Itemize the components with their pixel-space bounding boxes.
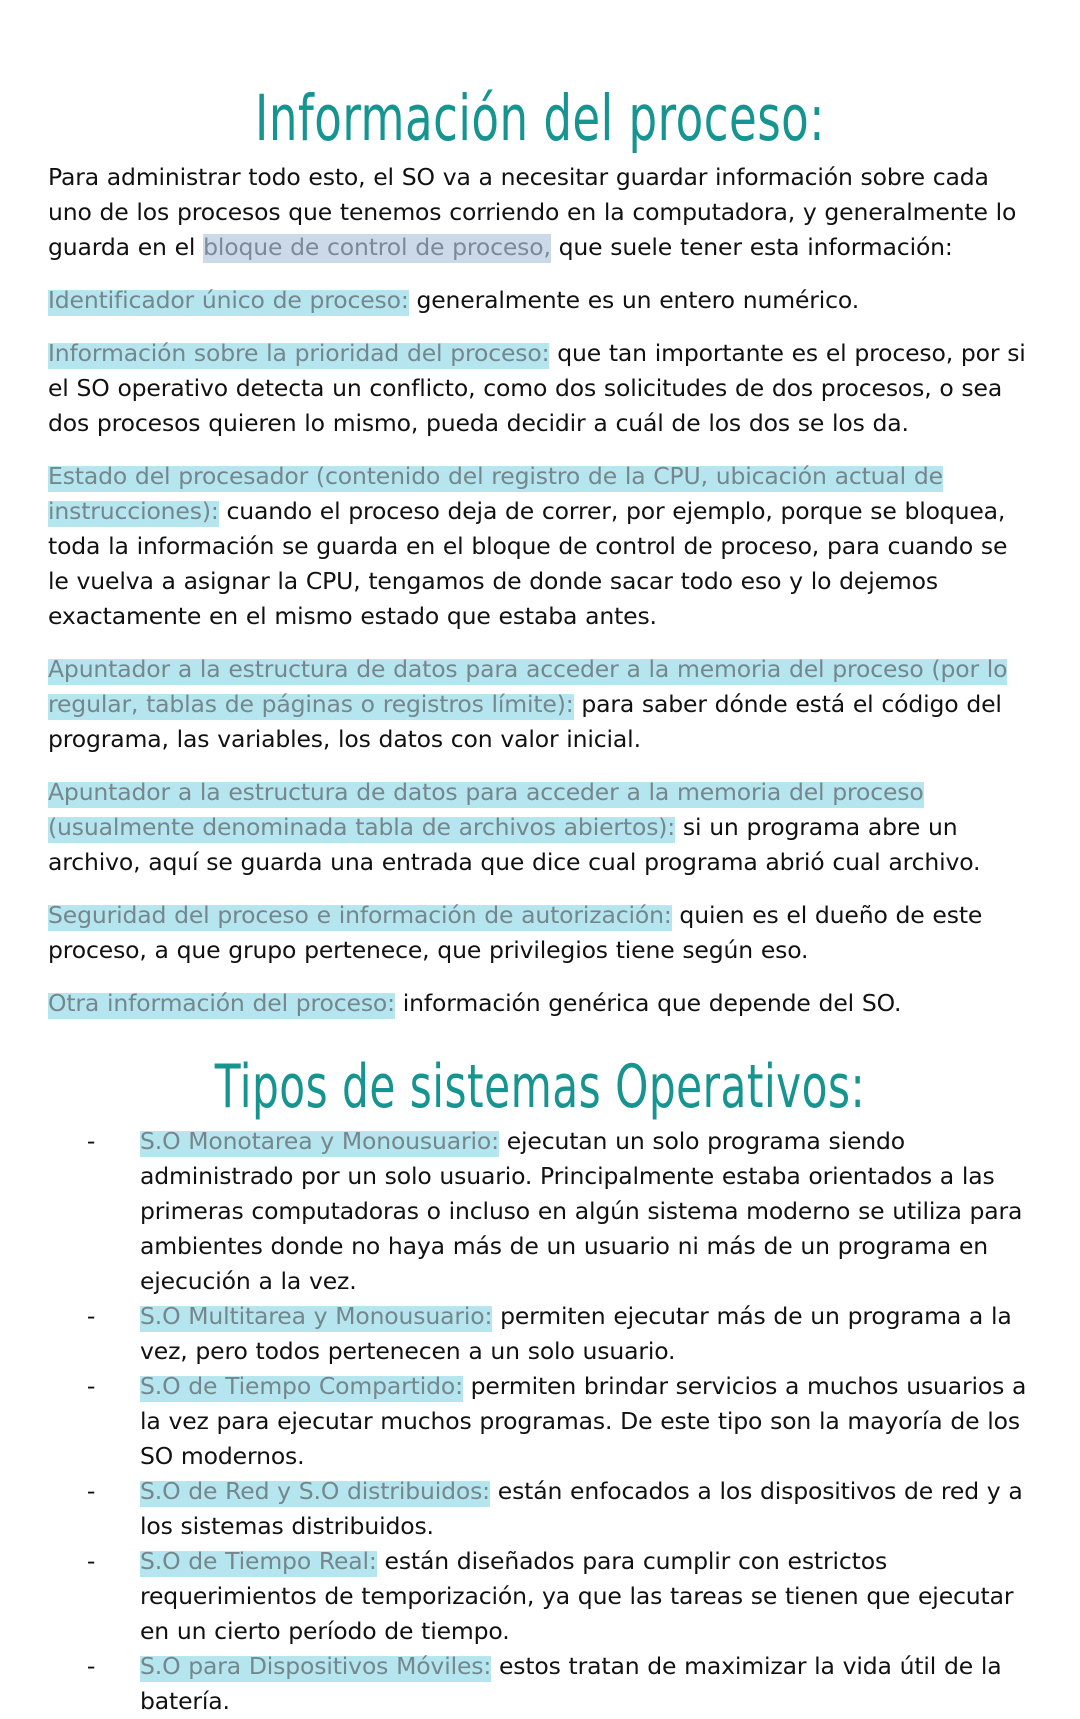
os-type-term: S.O de Red y S.O distribuidos: bbox=[140, 1477, 490, 1506]
section-informacion-del-proceso bbox=[48, 160, 1032, 1021]
intro-text-after: que suele tener esta información: bbox=[550, 233, 953, 262]
os-type-term: S.O de Tiempo Compartido: bbox=[140, 1372, 463, 1401]
os-types-list bbox=[48, 1124, 1032, 1719]
intro-paragraph bbox=[48, 160, 1032, 265]
process-info-description: que tan importante es el proceso, por si el SO operativo detecta un conflicto, como dos solicitudes de dos procesos, o sea dos procesos quieren lo mismo, pueda decidir a cuál de los dos se los da. bbox=[48, 339, 1026, 438]
list-item bbox=[78, 1544, 1032, 1649]
dash-bullet-icon: - bbox=[86, 1127, 96, 1156]
process-info-item bbox=[48, 283, 1032, 318]
os-type-term: S.O Multitarea y Monousuario: bbox=[140, 1302, 493, 1331]
process-info-item bbox=[48, 459, 1032, 634]
os-type-description: estos tratan de maximizar la vida útil de la batería. bbox=[140, 1652, 1002, 1716]
list-item bbox=[78, 1299, 1032, 1369]
process-info-item bbox=[48, 775, 1032, 880]
process-info-item bbox=[48, 986, 1032, 1021]
process-info-term: Identificador único de proceso: bbox=[48, 286, 409, 315]
os-type-term: S.O para Dispositivos Móviles: bbox=[140, 1652, 492, 1681]
process-info-term: Apuntador a la estructura de datos para acceder a la memoria del proceso (por lo regular, tablas de páginas o registros límite): bbox=[48, 655, 1008, 719]
process-info-description: para saber dónde está el código del programa, las variables, los datos con valor inicial. bbox=[48, 690, 1002, 754]
notes-page bbox=[0, 32, 1080, 1716]
process-info-term: Seguridad del proceso e información de autorización: bbox=[48, 901, 672, 930]
dash-bullet-icon: - bbox=[86, 1547, 96, 1576]
dash-bullet-icon: - bbox=[86, 1372, 96, 1401]
dash-bullet-icon: - bbox=[86, 1477, 96, 1506]
process-info-term: Información sobre la prioridad del proceso: bbox=[48, 339, 550, 368]
process-info-term: Apuntador a la estructura de datos para acceder a la memoria del proceso (usualmente denominada tabla de archivos abiertos): bbox=[48, 778, 924, 842]
list-item bbox=[78, 1369, 1032, 1474]
process-info-item bbox=[48, 652, 1032, 757]
process-info-description: si un programa abre un archivo, aquí se guarda una entrada que dice cual programa abrió cual archivo. bbox=[48, 813, 981, 877]
os-type-description: están enfocados a los dispositivos de red y a los sistemas distribuidos. bbox=[140, 1477, 1023, 1541]
page-title-tipos-de-sistemas-operativos: Tipos de sistemas Operativos: bbox=[214, 1052, 866, 1122]
process-info-description: información genérica que depende del SO. bbox=[394, 989, 902, 1018]
dash-bullet-icon: - bbox=[86, 1652, 96, 1681]
list-item bbox=[78, 1474, 1032, 1544]
os-type-description: están diseñados para cumplir con estrictos requerimientos de temporización, ya que las tareas se tienen que ejecutar en un cierto período de tiempo. bbox=[140, 1547, 1014, 1646]
process-info-description: quien es el dueño de este proceso, a que grupo pertenece, que privilegios tiene según eso. bbox=[48, 901, 983, 965]
process-info-description: cuando el proceso deja de correr, por ejemplo, porque se bloquea, toda la información se guarda en el bloque de control de proceso, para cuando se le vuelva a asignar la CPU, tengamos de donde sacar todo eso y lo dejemos exactamente en el mismo estado que estaba antes. bbox=[48, 497, 1008, 631]
page-title-informacion-del-proceso: Información del proceso: bbox=[255, 82, 825, 157]
os-type-term: S.O de Tiempo Real: bbox=[140, 1547, 377, 1576]
list-item bbox=[78, 1649, 1032, 1719]
os-type-description: permiten ejecutar más de un programa a la vez, pero todos pertenecen a un solo usuario. bbox=[140, 1302, 1012, 1366]
highlight-bloque-de-control-de-proceso: bloque de control de proceso, bbox=[203, 233, 551, 262]
os-type-description: permiten brindar servicios a muchos usuarios a la vez para ejecutar muchos programas. De este tipo son la mayoría de los SO modernos. bbox=[140, 1372, 1027, 1471]
process-info-term: Estado del procesador (contenido del registro de la CPU, ubicación actual de instrucciones): bbox=[48, 462, 943, 526]
list-item bbox=[78, 1124, 1032, 1299]
process-info-item bbox=[48, 336, 1032, 441]
process-info-term: Otra información del proceso: bbox=[48, 989, 395, 1018]
process-info-description: generalmente es un entero numérico. bbox=[408, 286, 860, 315]
dash-bullet-icon: - bbox=[86, 1302, 96, 1331]
intro-text-before: Para administrar todo esto, el SO va a necesitar guardar información sobre cada uno de los procesos que tenemos corriendo en la computadora, y generalmente lo guarda en el bbox=[48, 163, 1017, 262]
os-type-term: S.O Monotarea y Monousuario: bbox=[140, 1127, 499, 1156]
os-type-description: ejecutan un solo programa siendo administrado por un solo usuario. Principalmente estaba orientados a las primeras computadoras o incluso en algún sistema moderno se utiliza para ambientes donde no haya más de un usuario ni más de un programa en ejecución a la vez. bbox=[140, 1127, 1023, 1296]
process-info-item bbox=[48, 898, 1032, 968]
